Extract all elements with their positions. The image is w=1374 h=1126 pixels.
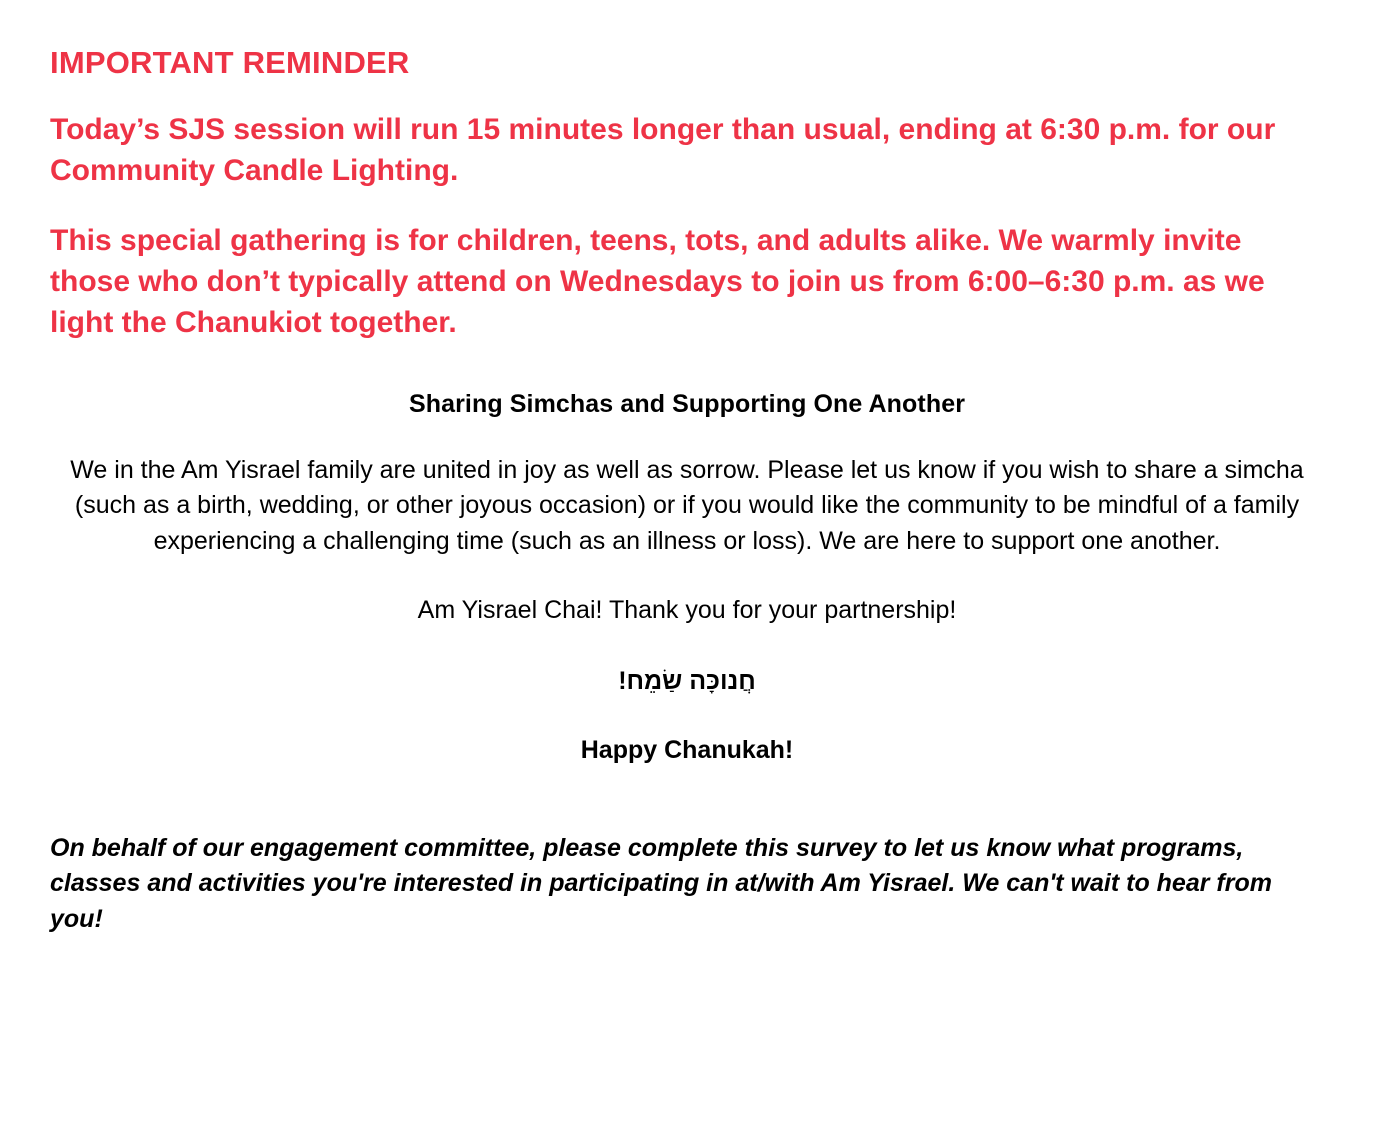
session-time-paragraph: Today’s SJS session will run 15 minutes longer than usual, ending at 6:30 p.m. for our Community Candle Lighting.	[50, 112, 1276, 188]
survey-request-paragraph: On behalf of our engagement committee, please complete this survey to let us know what programs, classes and activities you're interested in participating in at/with Am Yisrael. We can't wait to hear from you!	[50, 833, 1272, 933]
simchas-section-title: Sharing Simchas and Supporting One Another	[408, 389, 966, 418]
hebrew-greeting: חֲנוכָּה שַׂמֵח!	[618, 666, 756, 695]
simchas-body-paragraph: We in the Am Yisrael family are united in joy as well as sorrow. Please let us know if you wish to share a simcha (such as a birth, wedding, or other joyous occasion) or if you would like the community to be mindful of a family experiencing a challenging time (such as an illness or loss). We are here to support one another.	[70, 455, 1304, 555]
gathering-invitation-paragraph: This special gathering is for children, teens, tots, and adults alike. We warmly invite those who don’t typically attend on Wednesdays to join us from 6:00–6:30 p.m. as we light the Chanukiot together.	[50, 223, 1265, 340]
important-reminder-heading: IMPORTANT REMINDER	[50, 45, 410, 80]
english-greeting: Happy Chanukah!	[580, 735, 794, 764]
thank-you-line: Am Yisrael Chai! Thank you for your partnership!	[417, 596, 957, 625]
simchas-section	[44, 390, 1330, 765]
